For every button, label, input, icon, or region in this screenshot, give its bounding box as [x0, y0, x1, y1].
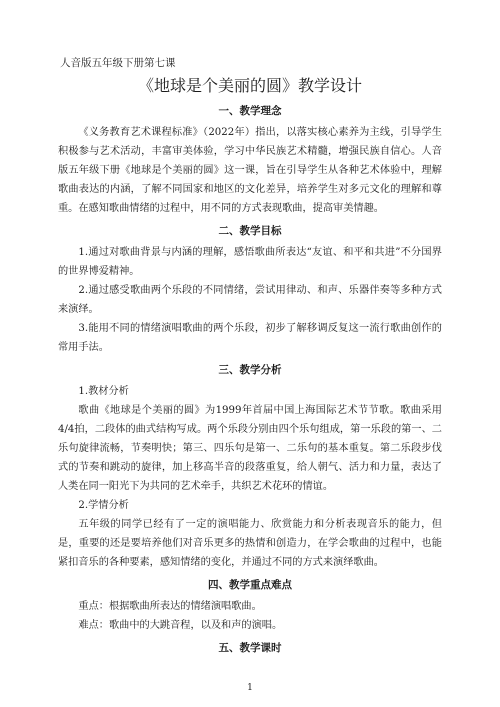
philosophy-text: 《义务教育艺术课程标准》（2022年）指出，以落实核心素养为主线，引导学生积极参与艺术活动，丰富审美体验，学习中华民族艺术精髓，增强民族自信心。人音版五年级下册《地球是个美丽的圆》这一课，旨在引导学生从各种艺术体验中，理解歌曲表达的内涵，了解不同国家和地区的文化差异，培养学生对多元文化的理解和尊重。在感知歌曲情绪的过程中，用不同的方式表现歌曲，提高审美情趣。 — [58, 127, 442, 214]
heading-hours: 五、教学课时 — [218, 642, 282, 654]
goal-item-1: 1.通过对歌曲背景与内涵的理解，感悟歌曲所表达“友谊、和平和共进”不分国界的世界博爱精神。 — [58, 247, 442, 277]
material-analysis-title: 1.教材分析 — [78, 386, 129, 397]
page-number: 1 — [247, 683, 253, 693]
goal-item-2: 2.通过感受歌曲两个乐段的不同情绪，尝试用律动、和声、乐器伴奏等多种方式来演绎。 — [58, 285, 442, 315]
grade-line: 人音版五年级下册第七课 — [60, 57, 176, 69]
heading-goals: 二、教学目标 — [218, 225, 282, 237]
focus-difficult-point: 难点：歌曲中的大跳音程，以及和声的演唱。 — [78, 620, 283, 631]
goal-item-3: 3.能用不同的情绪演唱歌曲的两个乐段，初步了解移调反复这一流行歌曲创作的常用手法。 — [58, 323, 442, 353]
material-analysis-text: 歌曲《地球是个美丽的圆》为1999年首届中国上海国际艺术节节歌。歌曲采用4/4拍，二段体的曲式结构写成。两个乐段分别由四个乐句组成，第一乐段的第一、二乐句旋律流畅，节奏明快；第三、四乐句是第一、二乐句的基本重复。第二乐段步伐式的节奏和跳动的旋律，加上移高半音的段落重复，给人朝气、活力和力量，表达了人类在同一阳光下为共同的艺术牵手，共织艺术花环的情谊。 — [58, 405, 442, 492]
heading-analysis: 三、教学分析 — [218, 364, 282, 376]
student-analysis-title: 2.学情分析 — [78, 500, 129, 511]
document-title: 《地球是个美丽的圆》教学设计 — [137, 76, 362, 95]
focus-key-point: 重点：根据歌曲所表达的情绪演唱歌曲。 — [78, 601, 262, 612]
student-analysis-text: 五年级的同学已经有了一定的演唱能力、欣赏能力和分析表现音乐的能力，但是，重要的还是要培养他们对音乐更多的热情和创造力，在学会歌曲的过程中，也能紧扣音乐的各种要素，感知情绪的变化，并通过不同的方式来演绎歌曲。 — [58, 519, 442, 568]
heading-philosophy: 一、教学理念 — [218, 105, 282, 117]
heading-focus: 四、教学重点难点 — [208, 579, 292, 591]
